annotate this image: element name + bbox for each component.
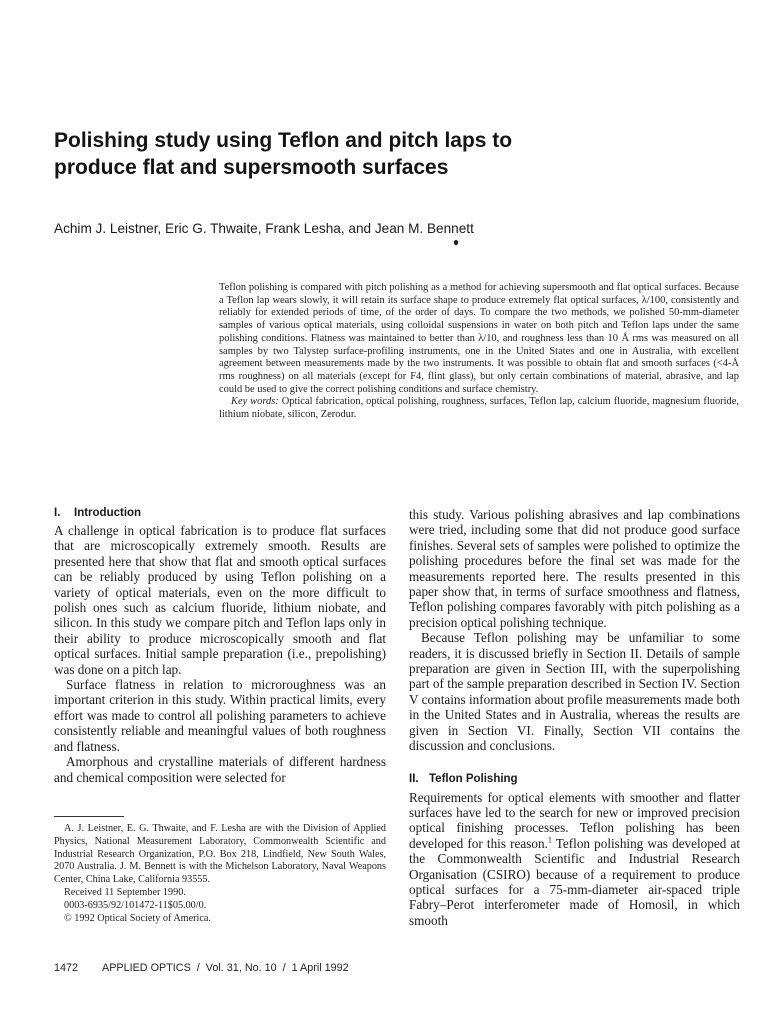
section-number: II.	[409, 772, 419, 785]
footnote-copyright: © 1992 Optical Society of America.	[64, 912, 211, 924]
footnote-rule	[54, 816, 124, 817]
keywords-label: Key words:	[231, 396, 279, 408]
right-column	[409, 507, 740, 928]
keywords	[219, 396, 739, 421]
abstract	[219, 282, 739, 422]
footnote-received: Received 11 September 1990.	[64, 886, 186, 898]
keywords-text: Optical fabrication, optical polishing, roughness, surfaces, Teflon lap, calcium fluoride, magnesium fluoride, lithium niobate, silicon, Zerodur.	[219, 396, 740, 421]
intro-paragraph-3-continued: this study. Various polishing abrasives and lap combinations were tried, including some that did not produce good surface finishes. Several sets of samples were polished to optimize the polishing procedures before the final set was made for the measurements reported here. The results presented in this paper show that, in terms of surface smoothness and flatness, Teflon polishing compares favorably with pitch polishing as a precision optical polishing technique.	[409, 507, 740, 630]
section-heading-introduction	[54, 507, 386, 519]
article-title	[54, 127, 674, 181]
author-list: Achim J. Leistner, Eric G. Thwaite, Frank Lesha, and Jean M. Bennett	[54, 221, 474, 236]
footnote	[54, 823, 386, 925]
journal-citation: APPLIED OPTICS / Vol. 31, No. 10 / 1 April 1992	[102, 962, 349, 974]
footnote-affiliations: A. J. Leistner, E. G. Thwaite, and F. Lesha are with the Division of Applied Physics, National Measurement Laboratory, Commonwealth Scientific and Industrial Research Organization, P.O. Box 218, Lindfield, New South Wales, 2070 Australia. J. M. Bennett is with the Michelson Laboratory, Naval Weapons Center, China Lake, California 93555.	[54, 823, 386, 886]
section-heading-teflon-polishing	[409, 773, 740, 785]
intro-paragraph-4: Because Teflon polishing may be unfamiliar to some readers, it is discussed briefly in Section II. Details of sample preparation are given in Section III, with the superpolishing part of the sample preparation described in Section IV. Section V contains information about profile measurements made both in the United States and in Australia, whereas the results are given in Section VI. Finally, Section VII contains the discussion and conclusions.	[409, 630, 740, 754]
section-number: I.	[54, 507, 61, 519]
abstract-text: Teflon polishing is compared with pitch polishing as a method for achieving supersmooth and flat optical surfaces. Because a Teflon lap wears slowly, it will retain its surface shape to produce extremely flat optical surfaces, λ/100, consistently and reliably for extended periods of time, of the order of days. To compare the two methods, we polished 50-mm-diameter samples of various optical materials, using colloidal suspensions in water on both pitch and Teflon laps under the same polishing conditions. Flatness was maintained to better than λ/10, and roughness less than 10 Å rms was measured on all samples by two Talystep surface-profiling instruments, one in the United States and one in Australia, with excellent agreement between measurements made by the two instruments. It was possible to obtain flat and smooth surfaces (<4-Å rms roughness) on all materials (except for F4, flint glass), but only certain combinations of material, abrasive, and lap could be used to give the correct polishing conditions and surface chemistry.	[219, 282, 739, 395]
teflon-text-part-1: Requirements for optical elements with smoother and flatter surfaces have led to the search for new or improved precision optical finishing processes. Teflon polishing has been developed for this reason.	[409, 789, 740, 851]
author-mark-dot	[454, 240, 458, 245]
page-number: 1472	[54, 962, 79, 974]
title-line-2: produce flat and supersmooth surfaces	[54, 156, 449, 179]
left-column	[54, 507, 386, 785]
footnote-code: 0003-6935/92/101472-11$05.00/0.	[64, 899, 207, 911]
reference-marker: 1	[547, 835, 552, 845]
page-footer	[54, 962, 349, 974]
intro-paragraph-1: A challenge in optical fabrication is to produce flat surfaces that are microscopically extremely smooth. Results are presented here that show that flat and smooth optical surfaces can be reliably produced by using Teflon polishing on a variety of optical materials, even on the more difficult to polish ones such as calcium fluoride, lithium niobate, and silicon. In this study we compare pitch and Teflon laps only in their ability to produce microscopically smooth and flat optical surfaces. Initial sample preparation (i.e., prepolishing) was done on a pitch lap.	[54, 523, 386, 677]
title-line-1: Polishing study using Teflon and pitch laps to	[54, 129, 513, 152]
section-title: Teflon Polishing	[429, 772, 518, 785]
section-title: Introduction	[74, 507, 142, 519]
teflon-paragraph-1	[409, 790, 740, 929]
intro-paragraph-2: Surface flatness in relation to microroughness was an important criterion in this study. Within practical limits, every effort was made to control all polishing parameters to achieve consistently reliable and meaningful values of both roughness and flatness.	[54, 677, 386, 754]
intro-paragraph-3: Amorphous and crystalline materials of different hardness and chemical composition were selected for	[54, 754, 386, 785]
teflon-text-part-2: Teflon polishing was developed at the Commonwealth Scientific and Industrial Research Organisation (CSIRO) because of a requirement to produce optical surfaces for a 75-mm-diameter air-spaced triple Fabry–Perot interferometer made of Homosil, in which smooth	[409, 835, 740, 928]
